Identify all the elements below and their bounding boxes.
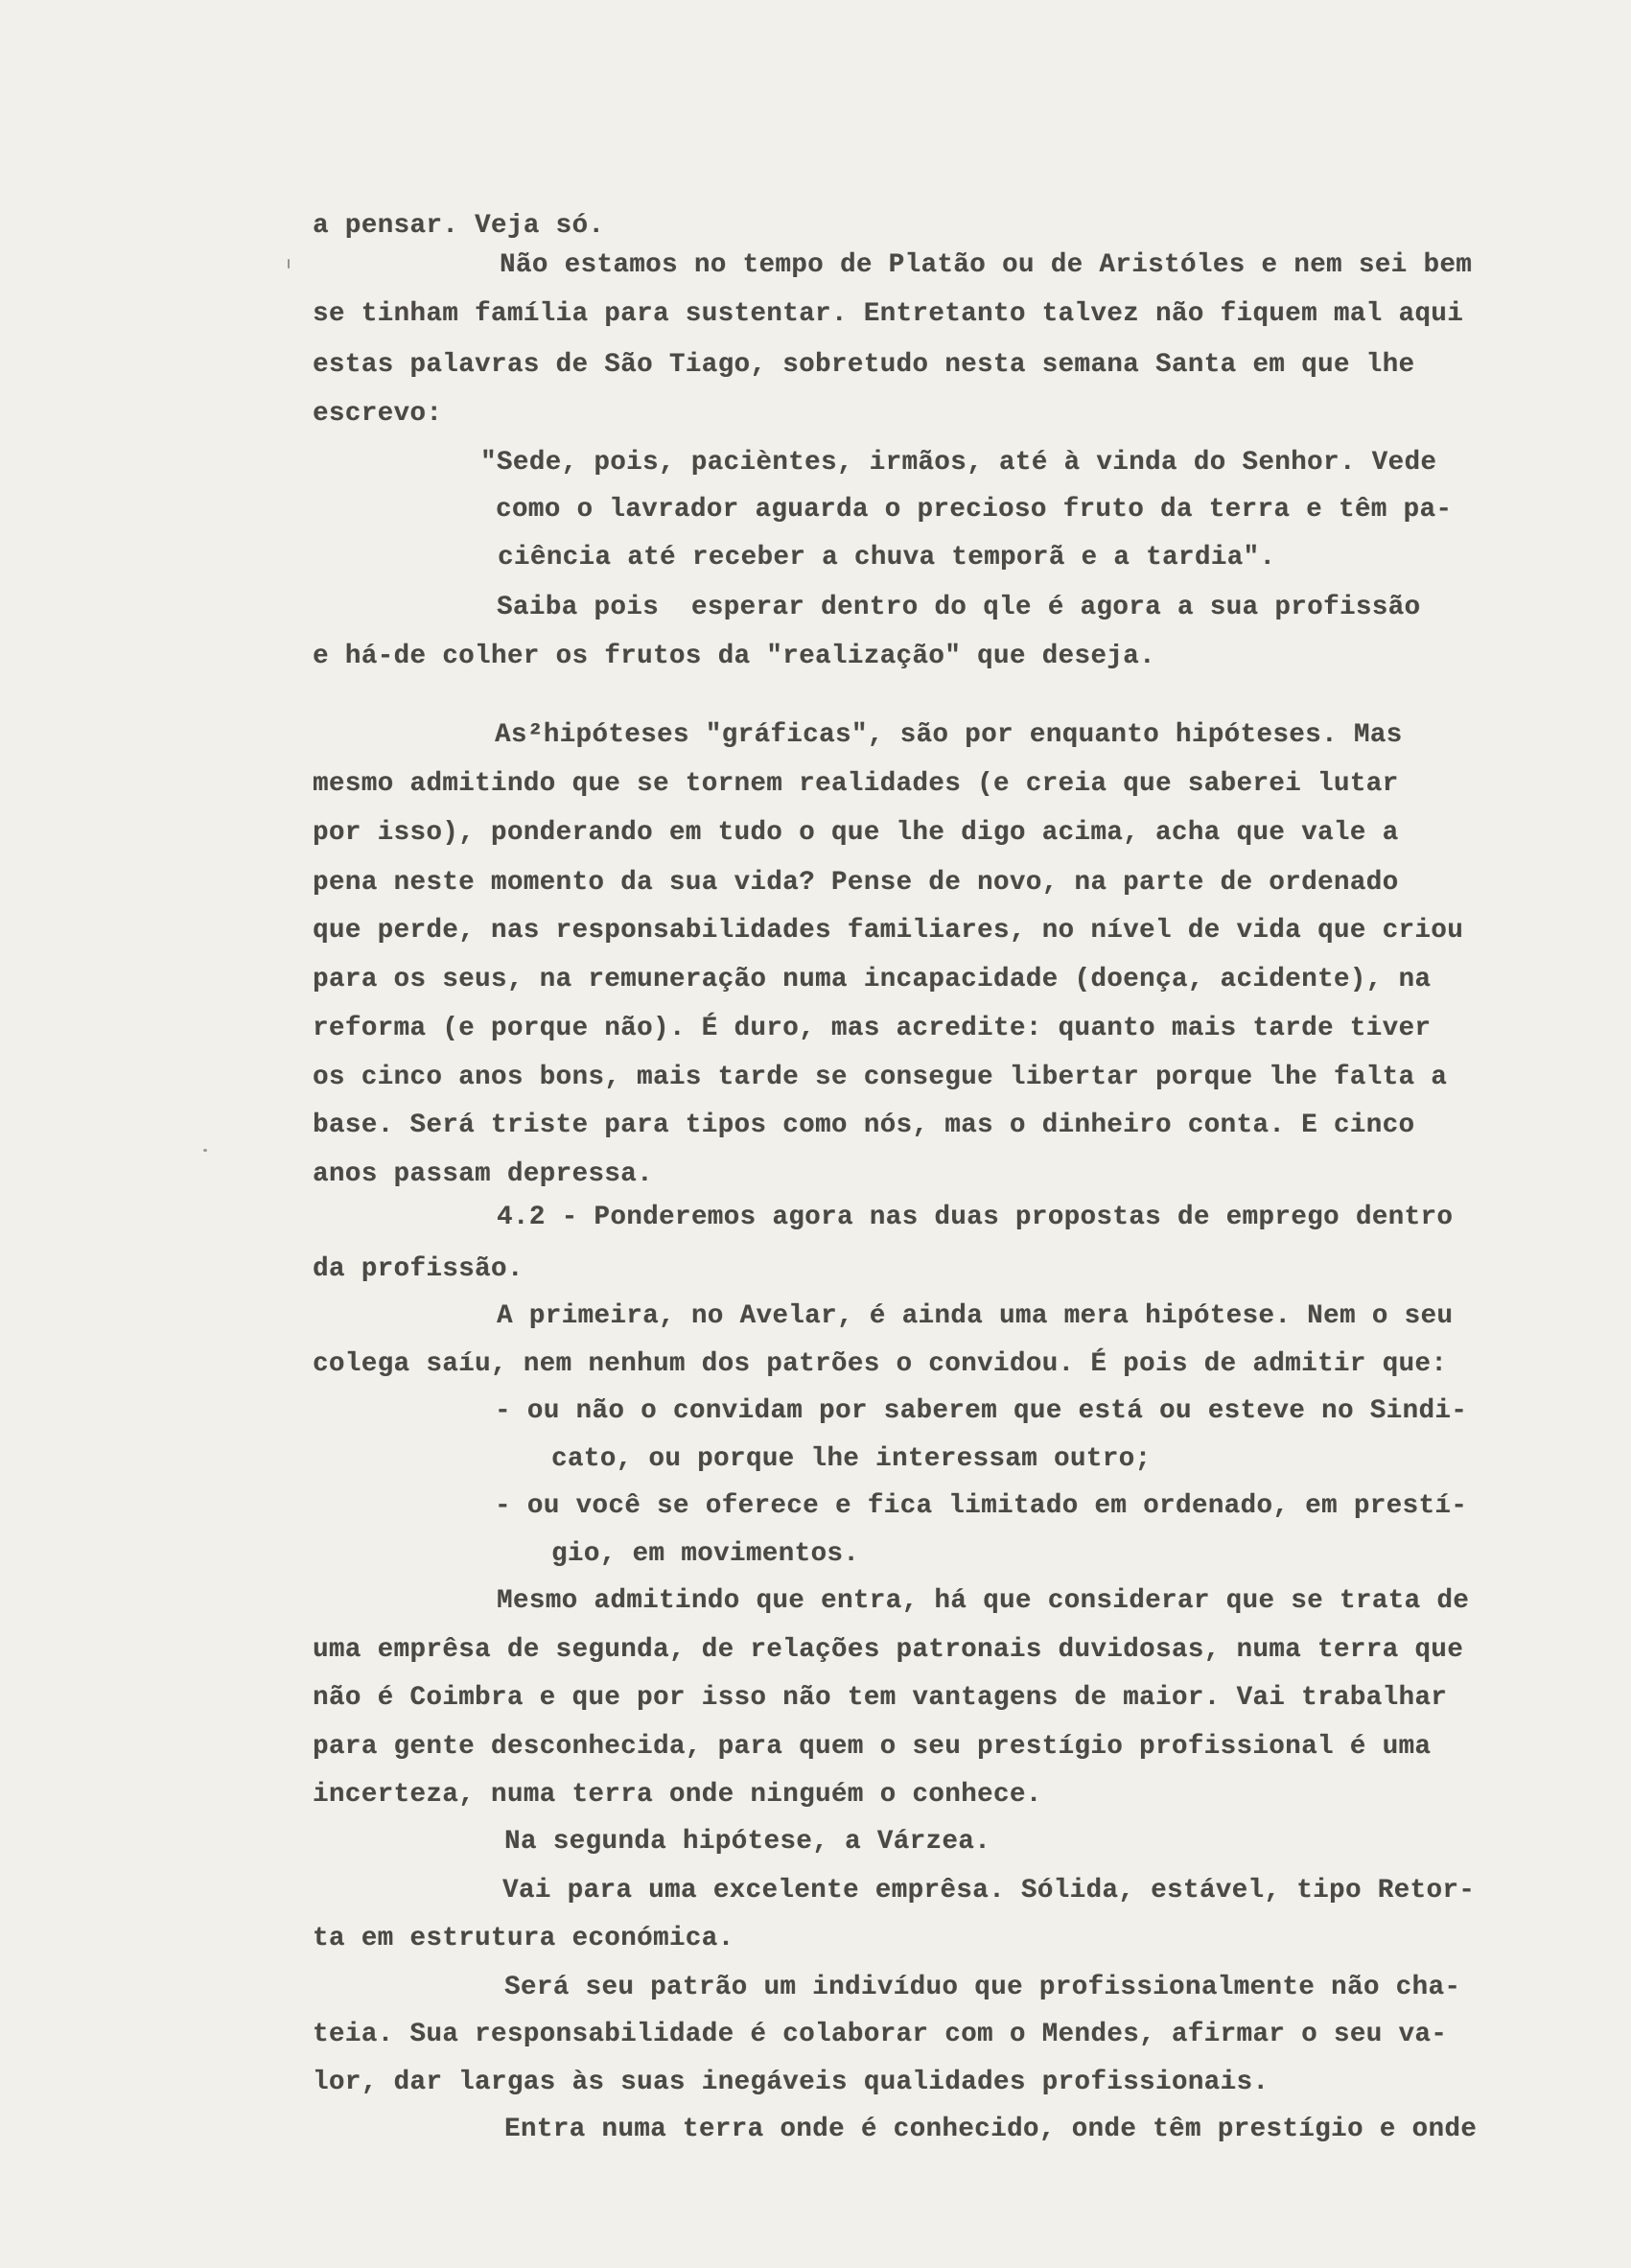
text-line: Saiba pois esperar dentro do qle é agora a sua profissão — [497, 593, 1421, 622]
text-line: base. Será triste para tipos como nós, mas o dinheiro conta. E cinco — [313, 1111, 1415, 1140]
text-line: Não estamos no tempo de Platão ou de Aristóles e nem sei bem — [500, 250, 1473, 280]
text-line: a pensar. Veja só. — [313, 211, 605, 241]
text-line: os cinco anos bons, mais tarde se consegue libertar porque lhe falta a — [313, 1063, 1448, 1092]
text-line: que perde, nas responsabilidades familiares, no nível de vida que criou — [313, 916, 1464, 946]
text-line: por isso), ponderando em tudo o que lhe digo acima, acha que vale a — [313, 818, 1399, 848]
text-line: anos passam depressa. — [313, 1159, 653, 1189]
text-line: Será seu patrão um indivíduo que profissionalmente não cha- — [504, 1973, 1461, 2002]
text-line: incerteza, numa terra onde ninguém o conhece. — [313, 1780, 1042, 1810]
text-line: da profissão. — [313, 1254, 524, 1284]
text-line: As²hipóteses "gráficas", são por enquanto hipóteses. Mas — [495, 720, 1403, 750]
text-line: pena neste momento da sua vida? Pense de novo, na parte de ordenado — [313, 868, 1399, 898]
text-line: estas palavras de São Tiago, sobretudo nesta semana Santa em que lhe — [313, 350, 1415, 380]
text-line: para gente desconhecida, para quem o seu prestígio profissional é uma — [313, 1732, 1432, 1762]
text-line: reforma (e porque não). É duro, mas acredite: quanto mais tarde tiver — [313, 1014, 1432, 1043]
paper-speck — [203, 1149, 207, 1152]
text-line: Vai para uma excelente emprêsa. Sólida, estável, tipo Retor- — [502, 1876, 1476, 1906]
text-line: "Sede, pois, pacièntes, irmãos, até à vinda do Senhor. Vede — [480, 448, 1437, 478]
text-line: ciência até receber a chuva temporã e a tardia". — [498, 543, 1276, 573]
text-line: teia. Sua responsabilidade é colaborar com o Mendes, afirmar o seu va- — [313, 2020, 1448, 2049]
text-line: Na segunda hipótese, a Várzea. — [504, 1827, 991, 1857]
text-line: mesmo admitindo que se tornem realidades (e creia que saberei lutar — [313, 769, 1399, 799]
text-line: colega saíu, nem nenhum dos patrões o convidou. É pois de admitir que: — [313, 1349, 1448, 1379]
text-line: 4.2 - Ponderemos agora nas duas propostas de emprego dentro — [497, 1203, 1454, 1232]
text-line: escrevo: — [313, 399, 443, 429]
text-line: e há-de colher os frutos da "realização" que deseja. — [313, 642, 1155, 671]
text-line: lor, dar largas às suas inegáveis qualidades profissionais. — [313, 2068, 1270, 2097]
text-line: Entra numa terra onde é conhecido, onde têm prestígio e onde — [504, 2115, 1478, 2144]
text-line: para os seus, na remuneração numa incapacidade (doença, acidente), na — [313, 965, 1432, 994]
text-line: se tinham família para sustentar. Entretanto talvez não fiquem mal aqui — [313, 299, 1464, 329]
text-line: - ou não o convidam por saberem que está ou esteve no Sindi- — [495, 1396, 1468, 1426]
text-line: gio, em movimentos. — [551, 1539, 860, 1569]
text-line: A primeira, no Avelar, é ainda uma mera hipótese. Nem o seu — [497, 1301, 1454, 1331]
text-line: ta em estrutura económica. — [313, 1924, 734, 1953]
text-line: uma emprêsa de segunda, de relações patronais duvidosas, numa terra que — [313, 1635, 1464, 1665]
paper-speck — [288, 259, 290, 269]
text-line: como o lavrador aguarda o precioso fruto da terra e têm pa- — [496, 495, 1453, 525]
text-line: não é Coimbra e que por isso não tem vantagens de maior. Vai trabalhar — [313, 1683, 1448, 1713]
text-line: - ou você se oferece e fica limitado em ordenado, em prestí- — [495, 1491, 1468, 1521]
text-line: Mesmo admitindo que entra, há que considerar que se trata de — [497, 1586, 1470, 1616]
text-line: cato, ou porque lhe interessam outro; — [551, 1444, 1152, 1474]
